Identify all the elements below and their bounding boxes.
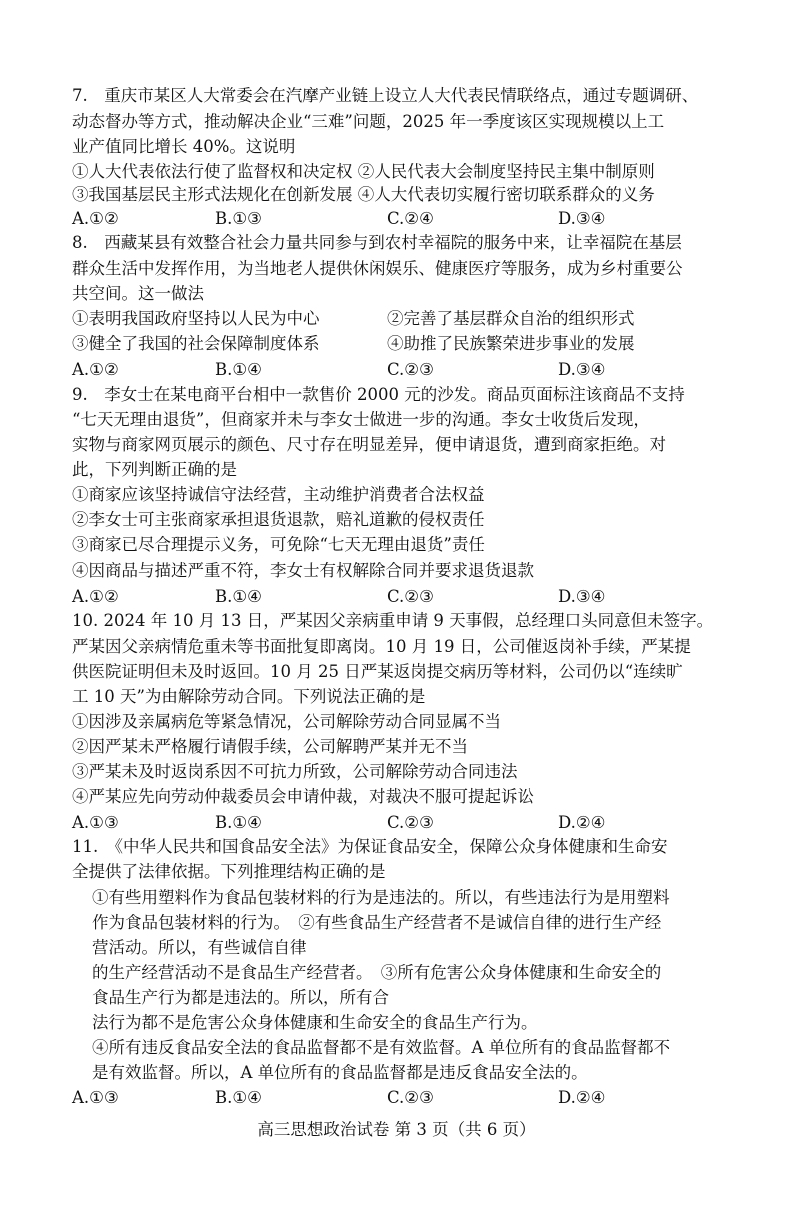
q10-statement-2: ②因严某未严格履行请假手续，公司解聘严某并无不当	[72, 737, 468, 756]
q8-stem-line-2: 群众生活中发挥作用，为当地老人提供休闲娱乐、健康医疗等服务，成为乡村重要公	[72, 259, 683, 278]
q7-statement-line-2: ③我国基层民主形式法规化在创新发展 ④人大代表切实履行密切联系群众的义务	[72, 185, 655, 204]
q11-options	[72, 1086, 772, 1110]
q7-stem-line-1: 7. 重庆市某区人大常委会在汽摩产业链上设立人大代表民情联络点，通过专题调研、	[72, 86, 699, 105]
q8-option-c[interactable]: C.②③	[387, 360, 434, 379]
q8-stem-line-3: 共空间。这一做法	[72, 284, 204, 303]
q9-stem-line-2: “七天无理由退货”，但商家并未与李女士做进一步的沟通。李女士收货后发现，	[72, 410, 650, 429]
q9-stem-line-3: 实物与商家网页展示的颜色、尺寸存在明显差异，便申请退货，遭到商家拒绝。对	[72, 435, 666, 454]
q11-option-a[interactable]: A.①③	[72, 1088, 119, 1107]
q10-statement-1: ①因涉及亲属病危等紧急情况，公司解除劳动合同显属不当	[72, 712, 501, 731]
q8-statement-1: ①表明我国政府坚持以人民为中心	[72, 309, 320, 328]
q8-statement-4: ④助推了民族繁荣进步事业的发展	[387, 334, 635, 353]
q11-statement-line-6: 法行为都不是危害公众身体健康和生命安全的食品生产行为。	[92, 1013, 538, 1032]
q8-stem-line-1: 8. 西藏某县有效整合社会力量共同参与到农村幸福院的服务中来，让幸福院在基层	[72, 233, 682, 252]
page-footer: 高三思想政治试卷 第 3 页（共 6 页）	[257, 1120, 536, 1139]
q10-stem-line-4: 工 10 天”为由解除劳动合同。下列说法正确的是	[72, 687, 426, 706]
q8-statement-row-2	[72, 332, 772, 356]
q9-option-b[interactable]: B.①④	[215, 587, 262, 606]
q11-statement-line-1: ①有些用塑料作为食品包装材料的行为是违法的。所以，有些违法行为是用塑料	[92, 888, 670, 907]
q11-statement-line-3: 营活动。所以，有些诚信自律	[92, 938, 307, 957]
q8-statement-row-1	[72, 307, 772, 331]
q9-stem-line-1: 9. 李女士在某电商平台相中一款售价 2000 元的沙发。商品页面标注该商品不支持	[72, 385, 685, 404]
q8-option-d[interactable]: D.③④	[558, 360, 606, 379]
q7-stem-line-2: 动态督办等方式，推动解决企业“三难”问题，2025 年一季度该区实现规模以上工	[72, 112, 665, 131]
q9-statement-4: ④因商品与描述严重不符，李女士有权解除合同并要求退货退款	[72, 561, 534, 580]
q8-options	[72, 358, 772, 382]
q10-statement-3: ③严某未及时返岗系因不可抗力所致，公司解除劳动合同违法	[72, 762, 518, 781]
q10-option-a[interactable]: A.①③	[72, 813, 119, 832]
q7-statement-line-1: ①人大代表依法行使了监督权和决定权 ②人民代表大会制度坚持民主集中制原则	[72, 162, 655, 181]
q9-option-d[interactable]: D.③④	[558, 587, 606, 606]
q9-options	[72, 585, 772, 609]
q11-statement-line-7: ④所有违反食品安全法的食品监督都不是有效监督。A 单位所有的食品监督都不	[92, 1038, 671, 1057]
q7-options	[72, 207, 772, 231]
q11-statement-line-5: 食品生产行为都是违法的。所以，所有合	[92, 988, 389, 1007]
q9-statement-3: ③商家已尽合理提示义务，可免除“七天无理由退货”责任	[72, 535, 485, 554]
q8-option-b[interactable]: B.①④	[215, 360, 262, 379]
q11-option-b[interactable]: B.①④	[215, 1088, 262, 1107]
q10-stem-line-1: 10. 2024 年 10 月 13 日，严某因父亲病重申请 9 天事假，总经理口头同意但未签字。	[72, 611, 714, 630]
q8-statement-2: ②完善了基层群众自治的组织形式	[387, 309, 635, 328]
q10-options	[72, 811, 772, 835]
q9-option-c[interactable]: C.②③	[387, 587, 434, 606]
q11-stem-line-1: 11. 《中华人民共和国食品安全法》为保证食品安全，保障公众身体健康和生命安	[72, 837, 668, 856]
q7-option-b[interactable]: B.①③	[215, 209, 262, 228]
q10-statement-4: ④严某应先向劳动仲裁委员会申请仲裁，对裁决不服可提起诉讼	[72, 787, 534, 806]
q11-statement-line-2: 作为食品包装材料的行为。 ②有些食品生产经营者不是诚信自律的进行生产经	[92, 913, 662, 932]
q7-option-d[interactable]: D.③④	[558, 209, 606, 228]
q8-option-a[interactable]: A.①②	[72, 360, 119, 379]
q10-option-d[interactable]: D.②④	[558, 813, 606, 832]
q9-stem-line-4: 此，下列判断正确的是	[72, 460, 237, 479]
q8-statement-3: ③健全了我国的社会保障制度体系	[72, 334, 320, 353]
q7-option-a[interactable]: A.①②	[72, 209, 119, 228]
q10-option-b[interactable]: B.①④	[215, 813, 262, 832]
q9-option-a[interactable]: A.①②	[72, 587, 119, 606]
q11-statement-line-4: 的生产经营活动不是食品生产经营者。 ③所有危害公众身体健康和生命安全的	[92, 963, 662, 982]
q11-statement-line-8: 是有效监督。所以，A 单位所有的食品监督都是违反食品安全法的。	[92, 1063, 588, 1082]
q7-stem-line-3: 业产值同比增长 40%。这说明	[72, 137, 296, 156]
q10-option-c[interactable]: C.②③	[387, 813, 434, 832]
q11-stem-line-2: 全提供了法律依据。下列推理结构正确的是	[72, 862, 386, 881]
q9-statement-1: ①商家应该坚持诚信守法经营，主动维护消费者合法权益	[72, 485, 485, 504]
q10-stem-line-2: 严某因父亲病情危重未等书面批复即离岗。10 月 19 日，公司催返岗补手续，严某提	[72, 637, 691, 656]
q11-option-c[interactable]: C.②③	[387, 1088, 434, 1107]
q11-option-d[interactable]: D.②④	[558, 1088, 606, 1107]
q7-option-c[interactable]: C.②④	[387, 209, 434, 228]
q10-stem-line-3: 供医院证明但未及时返回。10 月 25 日严某返岗提交病历等材料，公司仍以“连续旷	[72, 662, 683, 681]
q9-statement-2: ②李女士可主张商家承担退货退款，赔礼道歉的侵权责任	[72, 510, 485, 529]
